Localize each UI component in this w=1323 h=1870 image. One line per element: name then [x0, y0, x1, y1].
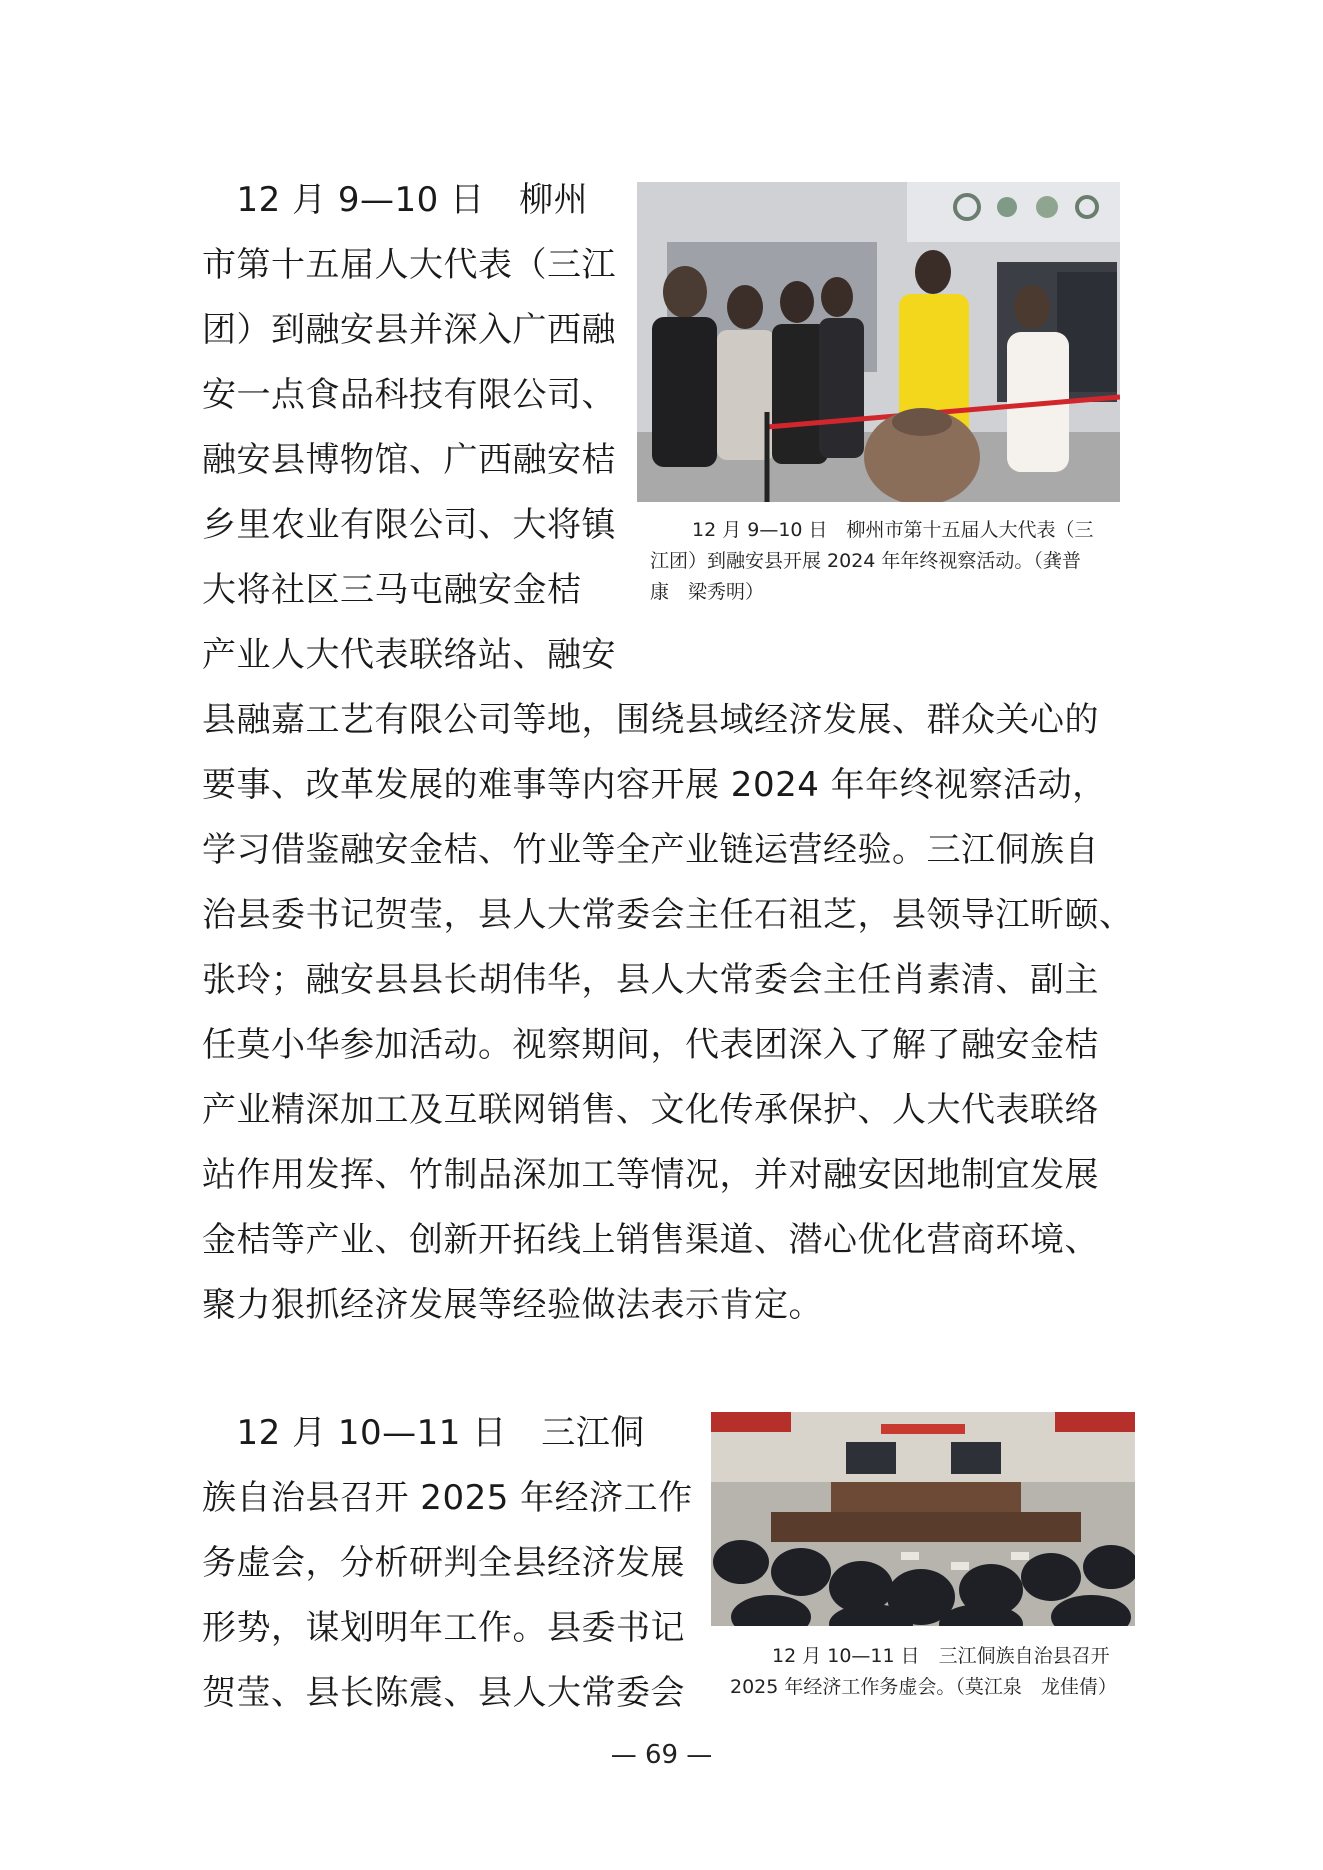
paragraph-line: 张玲；融安县县长胡伟华，县人大常委会主任肖素清、副主: [202, 960, 1099, 1000]
paragraph-line: 12 月 9—10 日 柳州: [202, 180, 589, 220]
paragraph-line: 产业精深加工及互联网销售、文化传承保护、人大代表联络: [202, 1090, 1099, 1130]
paragraph-line: 12 月 10—11 日 三江侗: [202, 1413, 645, 1453]
paragraph-line: 学习借鉴融安金桔、竹业等全产业链运营经验。三江侗族自: [202, 830, 1099, 870]
conference-photo: [711, 1412, 1135, 1626]
caption-line: 2025 年经济工作务虚会。（莫江泉 龙佳倩）: [730, 1676, 1117, 1698]
museum-visit-photo: [637, 182, 1120, 502]
conference-scene-illustration: [711, 1412, 1135, 1626]
paragraph-line: 治县委书记贺莹，县人大常委会主任石祖芝，县领导江昕颐、: [202, 895, 1134, 935]
paragraph-line: 融安县博物馆、广西融安桔: [202, 440, 616, 480]
paragraph-line: 大将社区三马屯融安金桔: [202, 570, 582, 610]
caption-line: 康 梁秀明）: [650, 581, 765, 603]
museum-photo-caption: [650, 515, 1110, 608]
paragraph-line: 产业人大代表联络站、融安: [202, 635, 616, 675]
paragraph-line: 乡里农业有限公司、大将镇: [202, 505, 616, 545]
paragraph-line: 务虚会，分析研判全县经济发展: [202, 1543, 685, 1583]
paragraph-line: 团）到融安县并深入广西融: [202, 310, 616, 350]
paragraph-line: 任莫小华参加活动。视察期间，代表团深入了解了融安金桔: [202, 1025, 1099, 1065]
paragraph-line: 贺莹、县长陈震、县人大常委会: [202, 1673, 685, 1713]
paragraph-line: 金桔等产业、创新开拓线上销售渠道、潜心优化营商环境、: [202, 1220, 1099, 1260]
paragraph-line: 聚力狠抓经济发展等经验做法表示肯定。: [202, 1285, 823, 1325]
museum-scene-illustration: [637, 182, 1120, 502]
caption-line: 12 月 10—11 日 三江侗族自治县召开: [772, 1645, 1110, 1667]
paragraph-line: 县融嘉工艺有限公司等地，围绕县域经济发展、群众关心的: [202, 700, 1099, 740]
paragraph-line: 族自治县召开 2025 年经济工作: [202, 1478, 693, 1518]
paragraph-line: 形势，谋划明年工作。县委书记: [202, 1608, 685, 1648]
paragraph-line: 市第十五届人大代表（三江: [202, 245, 616, 285]
caption-line: 12 月 9—10 日 柳州市第十五届人大代表（三: [692, 519, 1094, 541]
paragraph-line: 安一点食品科技有限公司、: [202, 375, 616, 415]
paragraph-line: 要事、改革发展的难事等内容开展 2024 年年终视察活动，: [202, 765, 1107, 805]
page-number: — 69 —: [610, 1740, 713, 1770]
paragraph-line: 站作用发挥、竹制品深加工等情况，并对融安因地制宜发展: [202, 1155, 1099, 1195]
conference-photo-caption: [730, 1641, 1130, 1703]
caption-line: 江团）到融安县开展 2024 年年终视察活动。（龚普: [650, 550, 1081, 572]
